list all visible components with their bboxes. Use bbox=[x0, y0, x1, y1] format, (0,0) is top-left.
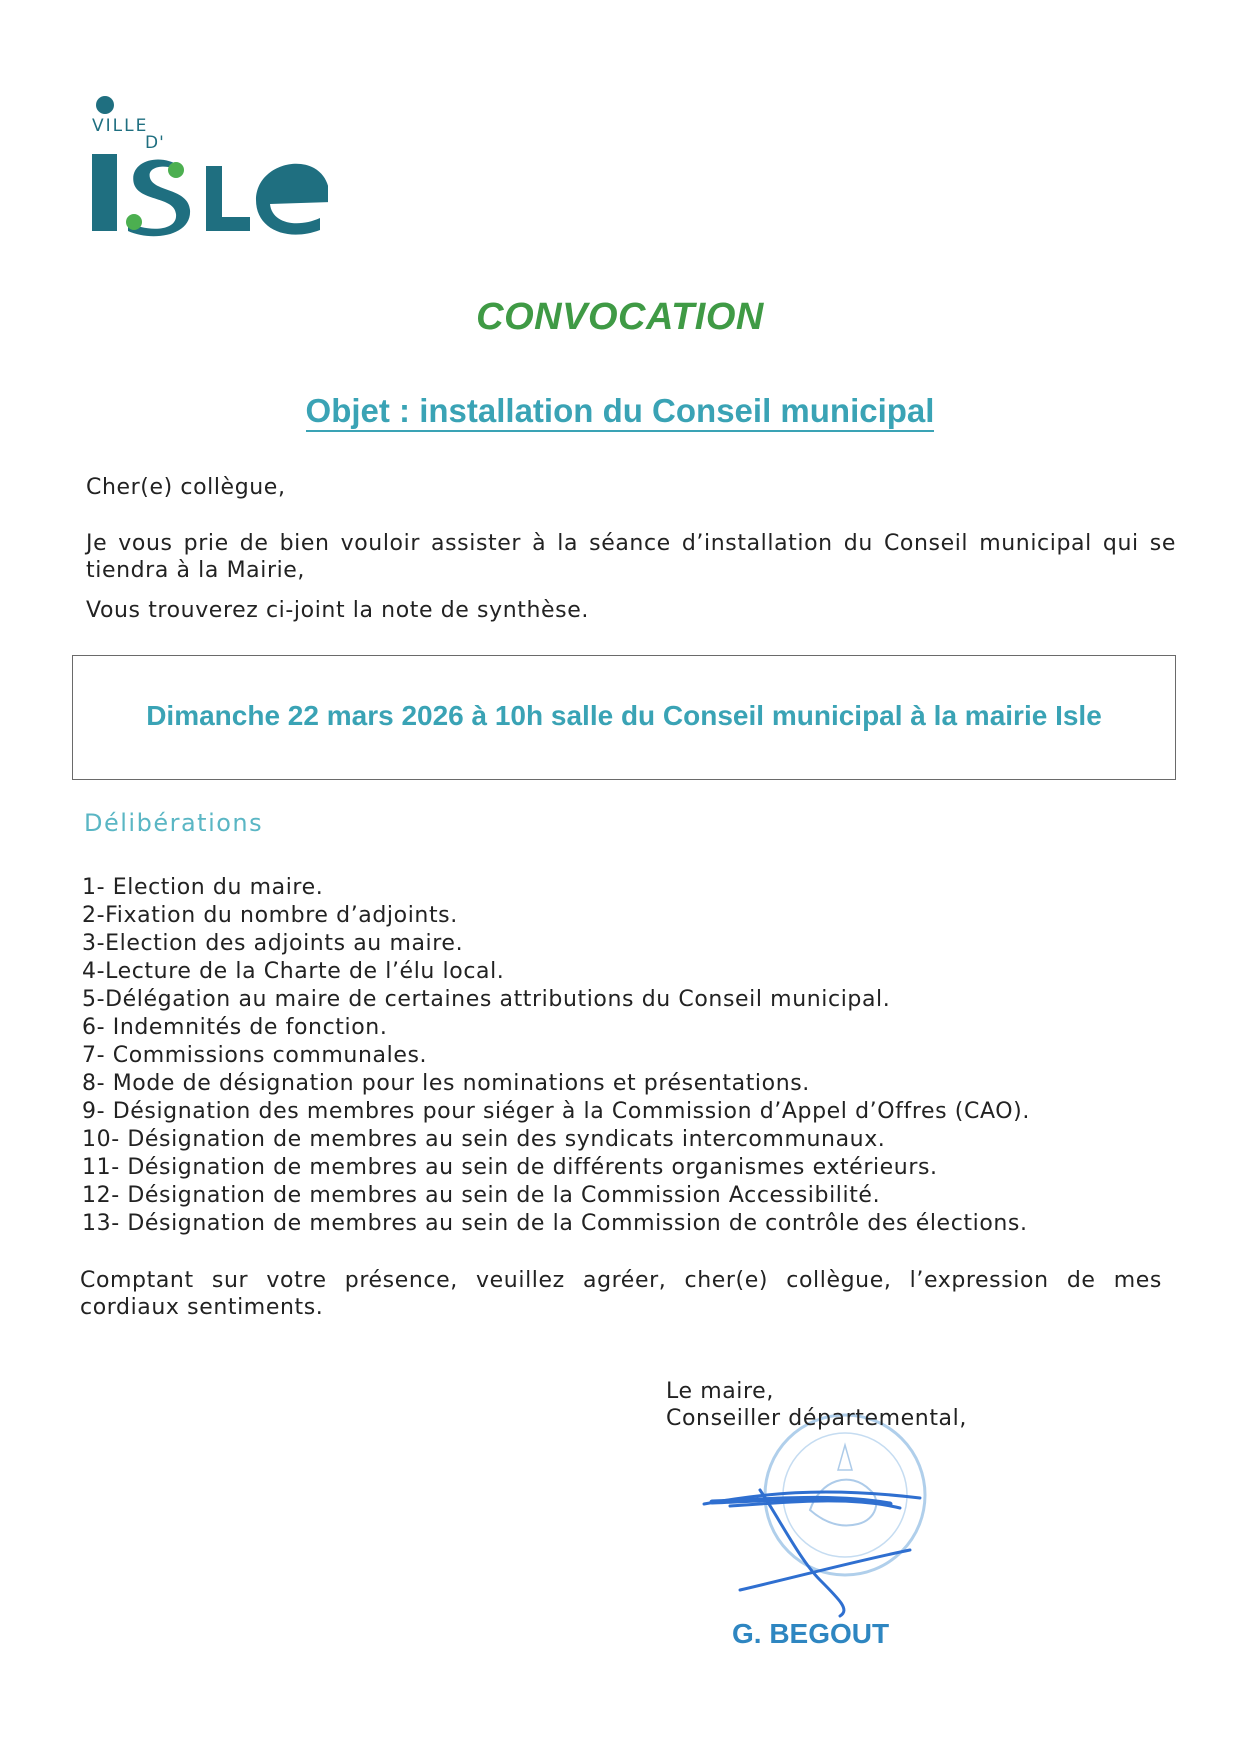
signer-role-2: Conseiller départemental, bbox=[666, 1406, 967, 1431]
list-item: 1- Election du maire. bbox=[82, 875, 324, 900]
handwritten-signature bbox=[700, 1480, 940, 1620]
list-item: 9- Désignation des membres pour siéger à la Commission d’Appel d’Offres (CAO). bbox=[82, 1099, 1030, 1124]
list-item: 4-Lecture de la Charte de l’élu local. bbox=[82, 959, 505, 984]
list-item: 6- Indemnités de fonction. bbox=[82, 1015, 388, 1040]
logo-dot bbox=[96, 96, 114, 114]
deliberations-heading: Délibérations bbox=[84, 809, 264, 837]
list-item: 5-Délégation au maire de certaines attributions du Conseil municipal. bbox=[82, 987, 891, 1012]
signer-name: G. BEGOUT bbox=[732, 1618, 890, 1649]
logo-line-d: D' bbox=[145, 133, 165, 153]
list-item: 2-Fixation du nombre d’adjoints. bbox=[82, 903, 458, 928]
logo-wordmark bbox=[92, 154, 328, 236]
meeting-info-box bbox=[72, 655, 1176, 780]
list-item: 3-Election des adjoints au maire. bbox=[82, 931, 464, 956]
attachment-note: Vous trouverez ci-joint la note de synthèse. bbox=[86, 598, 589, 623]
subject-text: Objet : installation du Conseil municipal bbox=[306, 392, 935, 432]
signer-role: Le maire, bbox=[666, 1379, 774, 1404]
list-item: 13- Désignation de membres au sein de la Commission de contrôle des élections. bbox=[82, 1211, 1028, 1236]
closing-paragraph: Comptant sur votre présence, veuillez agréer, cher(e) collègue, l’expression de mes cordiaux sentiments. bbox=[80, 1268, 1162, 1320]
greeting: Cher(e) collègue, bbox=[86, 475, 286, 500]
logo-line-ville: VILLE bbox=[92, 116, 149, 136]
list-item: 7- Commissions communales. bbox=[82, 1043, 428, 1068]
list-item: 11- Désignation de membres au sein de différents organismes extérieurs. bbox=[82, 1155, 938, 1180]
list-item: 10- Désignation de membres au sein des syndicats intercommunaux. bbox=[82, 1127, 886, 1152]
meeting-date-location: Dimanche 22 mars 2026 à 10h salle du Conseil municipal à la mairie Isle bbox=[146, 700, 1102, 731]
ville-d-isle-logo bbox=[88, 90, 328, 240]
deliberations-list bbox=[82, 874, 1030, 1238]
list-item: 12- Désignation de membres au sein de la Commission Accessibilité. bbox=[82, 1183, 881, 1208]
subject-line bbox=[0, 392, 1240, 430]
document-title: CONVOCATION bbox=[476, 296, 764, 338]
list-item: 8- Mode de désignation pour les nominations et présentations. bbox=[82, 1071, 810, 1096]
signature-block bbox=[666, 1378, 967, 1432]
invitation-paragraph: Je vous prie de bien vouloir assister à la séance d’installation du Conseil municipal qui se tiendra à la Mairie, bbox=[86, 531, 1176, 583]
